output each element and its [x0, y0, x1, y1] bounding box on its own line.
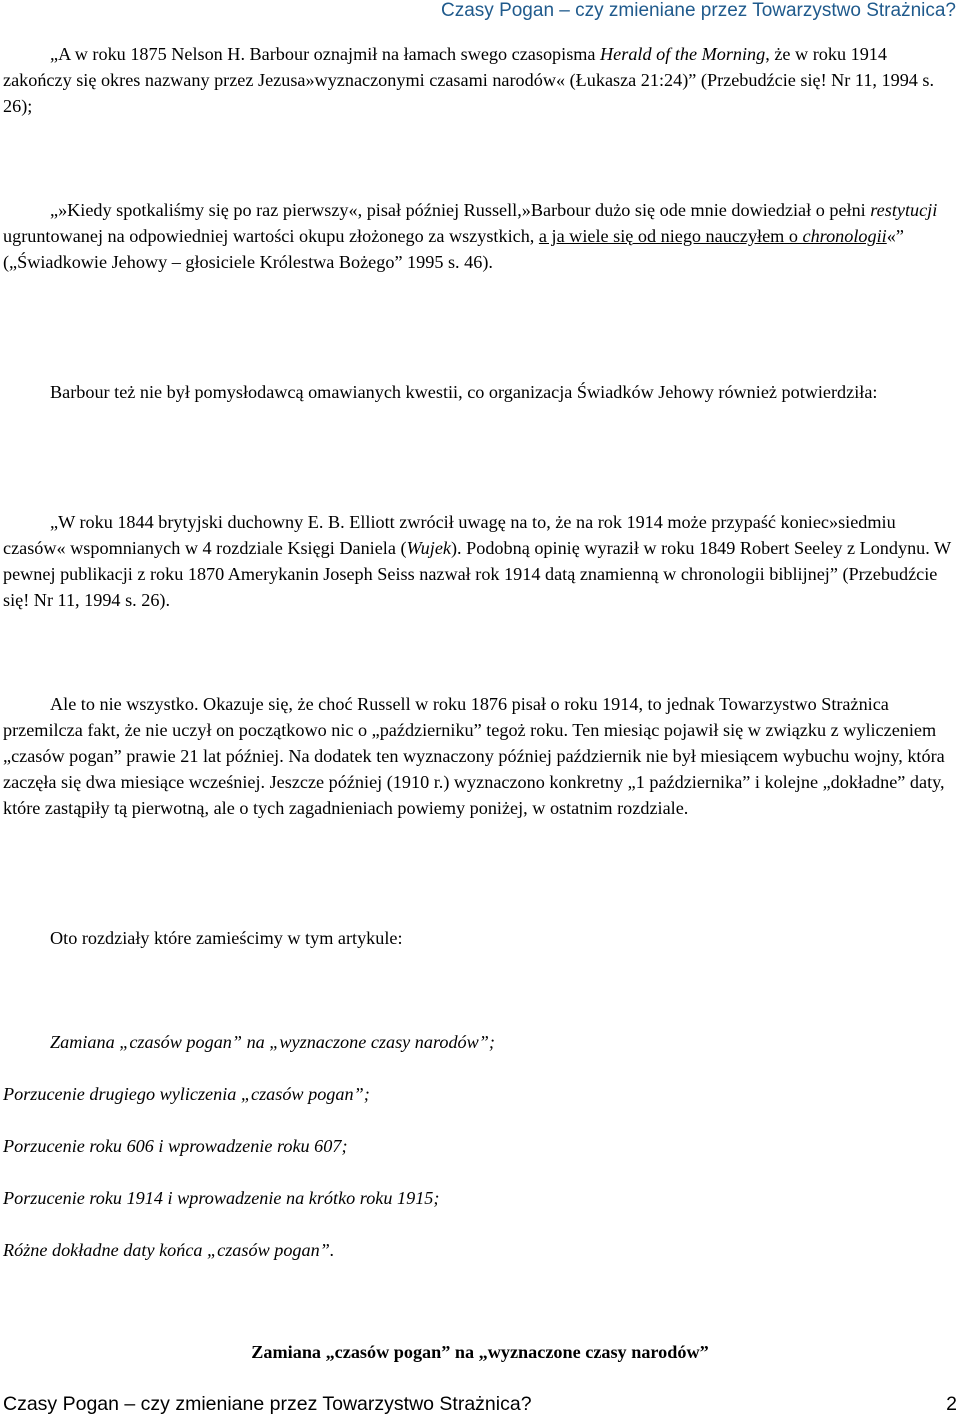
running-header-title: Czasy Pogan – czy zmieniane przez Towarzystwo Strażnica?	[441, 0, 956, 21]
section-heading: Zamiana „czasów pogan” na „wyznaczone czasy narodów”	[251, 1342, 709, 1362]
toc-item-2: Porzucenie drugiego wyliczenia „czasów pogan”;	[3, 1084, 370, 1104]
underlined-italic-word: chronologii	[802, 226, 887, 246]
paragraph-russell-quote: „»Kiedy spotkaliśmy się po raz pierwszy«, pisał później Russell,»Barbour dużo się ode mnie dowiedział o pełni restytucji ugruntowanej na odpowiedniej wartości okupu złożonego za wszystkich, a ja wiele się od niego nauczyłem o chronologii«” („Świadkowie Jehowy – głosiciele Królestwa Bożego” 1995 s. 46).	[3, 200, 938, 272]
toc-item-5: Różne dokładne daty końca „czasów pogan”.	[3, 1240, 335, 1260]
paragraph-elliott-1844: „W roku 1844 brytyjski duchowny E. B. Elliott zwrócił uwagę na to, że na rok 1914 może przypaść koniec»siedmiu czasów« wspomnianych w 4 rozdziale Księgi Daniela (Wujek). Podobną opinię wyraził w roku 1849 Robert Seeley z Londynu. W pewnej publikacji z roku 1870 Amerykanin Joseph Seiss nazwał rok 1914 datą znamienną w chronologii biblijnej” (Przebudźcie się! Nr 11, 1994 s. 26).	[3, 512, 951, 610]
toc-item-3: Porzucenie roku 606 i wprowadzenie roku 607;	[3, 1136, 348, 1156]
toc-item-4: Porzucenie roku 1914 i wprowadzenie na krótko roku 1915;	[3, 1188, 440, 1208]
footer-title: Czasy Pogan – czy zmieniane przez Towarzystwo Strażnica?	[3, 1393, 532, 1415]
toc-item-1: Zamiana „czasów pogan” na „wyznaczone czasy narodów”;	[50, 1032, 495, 1052]
paragraph-not-everything: Ale to nie wszystko. Okazuje się, że choć Russell w roku 1876 pisał o roku 1914, to jednak Towarzystwo Strażnica przemilcza fakt, że nie uczył on początkowo nic o „październiku” tegoż roku. Ten miesiąc pojawił się w związku z wyliczeniem „czasów pogan” prawie 21 lat później. Na dodatek ten wyznaczony później październik nie był miesiącem wybuchu wojny, która zaczęła się dwa miesiące wcześniej. Jeszcze później (1910 r.) wyznaczono konkretny „1 października” i kolejne „dokładne” daty, które zastąpiły tą pierwotną, ale o tych zagadnieniach powiemy poniżej, w ostatnim rozdziale.	[3, 694, 945, 818]
paragraph-barbour-not-originator: Barbour też nie był pomysłodawcą omawianych kwestii, co organizacja Świadków Jehowy również potwierdziła:	[50, 382, 878, 402]
paragraph-barbour-1875: „A w roku 1875 Nelson H. Barbour oznajmił na łamach swego czasopisma Herald of the Morning, że w roku 1914 zakończy się okres nazwany przez Jezusa»wyznaczonymi czasami narodów« (Łukasza 21:24)” (Przebudźcie się! Nr 11, 1994 s. 26);	[3, 44, 935, 116]
underlined-phrase: a ja wiele się od niego nauczyłem o	[538, 226, 803, 246]
paragraph-chapters-intro: Oto rozdziały które zamieścimy w tym artykule:	[50, 928, 403, 948]
page-number: 2	[946, 1393, 957, 1415]
page-footer	[0, 1392, 960, 1416]
